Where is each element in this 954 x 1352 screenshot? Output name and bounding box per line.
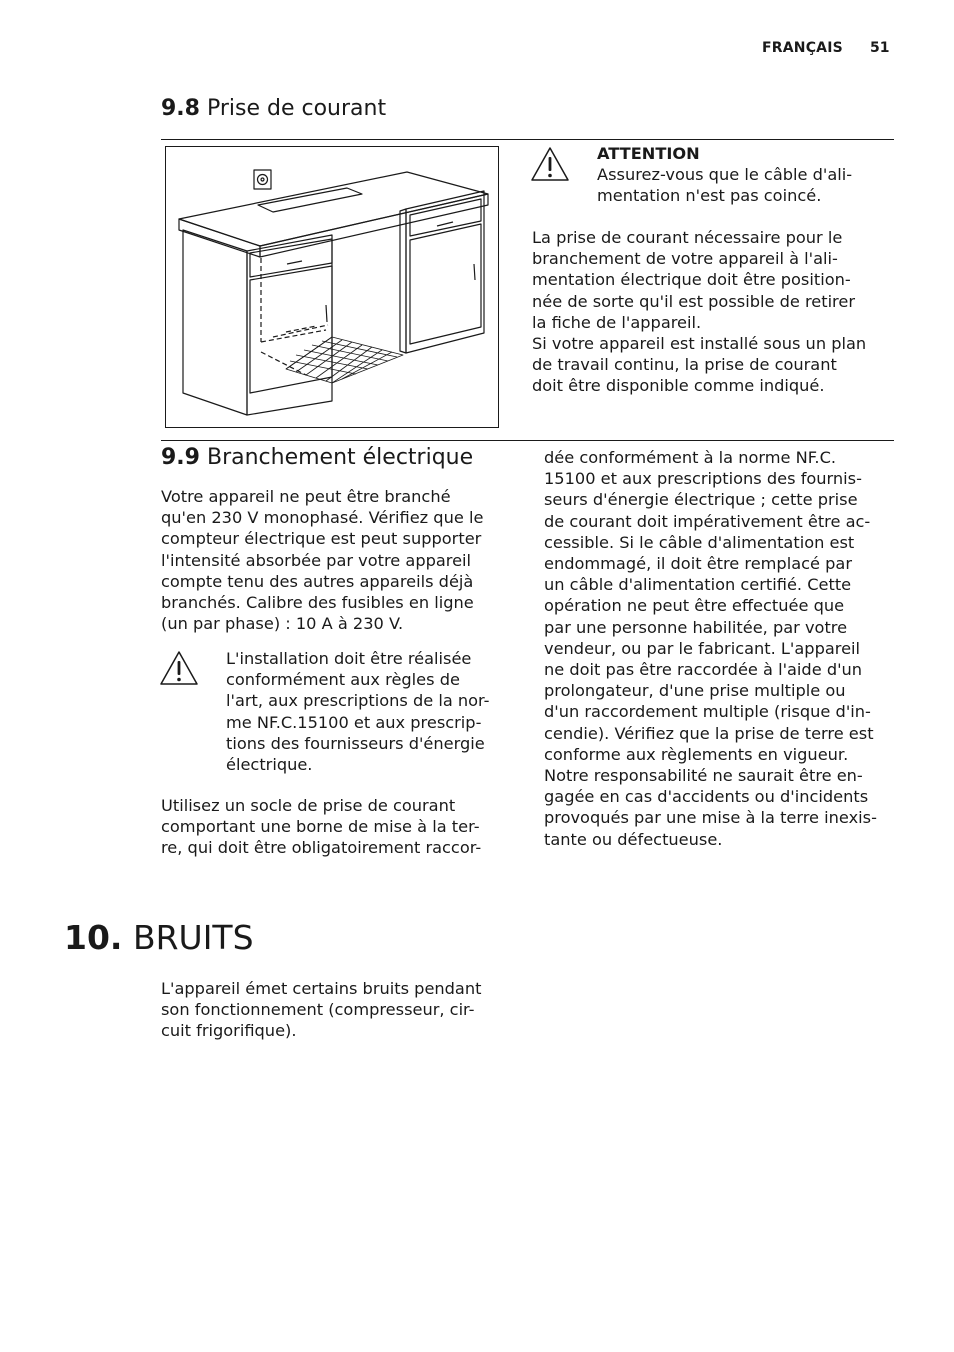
attention-line: Assurez-vous que le câble d'ali- <box>597 165 853 185</box>
warning-line: l'art, aux prescriptions de la nor- <box>226 691 490 711</box>
body-line: branchés. Calibre des fusibles en ligne <box>161 593 474 613</box>
body-line: re, qui doit être obligatoirement raccor- <box>161 838 482 858</box>
body-line: Si votre appareil est installé sous un plan <box>532 334 867 354</box>
section-9-9-intro <box>161 486 483 634</box>
kitchen-cabinet-socket-illustration <box>166 147 498 427</box>
body-line: dée conformément à la norme NF.C. <box>544 448 837 467</box>
header-language: FRANÇAIS <box>762 40 843 56</box>
body-line: vendeur, ou par le fabricant. L'appareil <box>544 638 861 658</box>
body-line: cuit frigorifique). <box>161 1021 297 1041</box>
body-line: de courant doit impérativement être ac- <box>544 511 871 531</box>
chapter-10-heading <box>64 918 254 957</box>
section-9-8-number: 9.8 <box>161 96 200 121</box>
body-line: l'intensité absorbée par votre appareil <box>161 550 472 570</box>
body-line: opération ne peut être effectuée que <box>544 596 845 616</box>
warning-line: tions des fournisseurs d'énergie <box>226 733 485 753</box>
body-line: née de sorte qu'il est possible de retirer <box>532 291 855 311</box>
body-line: Notre responsabilité ne saurait être en- <box>544 766 863 786</box>
body-line: qu'en 230 V monophasé. Vérifiez que le <box>161 508 484 528</box>
attention-line: mentation n'est pas coincé. <box>597 186 822 206</box>
warning-line: conformément aux règles de <box>226 670 460 690</box>
page-number: 51 <box>870 40 890 56</box>
body-line: seurs d'énergie électrique ; cette prise <box>544 490 858 510</box>
section-9-9-title: Branchement électrique <box>206 445 474 470</box>
warning-line: L'installation doit être réalisée <box>226 649 472 668</box>
body-line: comportant une borne de mise à la ter- <box>161 817 480 837</box>
body-line: tante ou défectueuse. <box>544 829 723 849</box>
warning-triangle-icon <box>159 650 199 686</box>
attention-notice <box>597 143 852 207</box>
body-line: conforme aux règlements en vigueur. <box>544 744 849 764</box>
attention-title: ATTENTION <box>597 144 700 163</box>
body-line: Utilisez un socle de prise de courant <box>161 796 456 815</box>
body-line: 15100 et aux prescriptions des fournis- <box>544 469 862 489</box>
body-line: cessible. Si le câble d'alimentation est <box>544 532 855 552</box>
section-9-9-warning <box>226 648 490 775</box>
warning-line: électrique. <box>226 755 313 775</box>
section-9-8-heading <box>161 96 386 121</box>
body-line: d'un raccordement multiple (risque d'in- <box>544 702 871 722</box>
body-line: endommagé, il doit être remplacé par <box>544 554 852 574</box>
body-line: L'appareil émet certains bruits pendant <box>161 979 482 998</box>
warning-triangle-icon <box>530 146 570 182</box>
figure-frame <box>165 146 499 428</box>
body-line: mentation électrique doit être position- <box>532 270 851 290</box>
chapter-10-title: BRUITS <box>132 918 254 957</box>
warning-line: me NF.C.15100 et aux prescrip- <box>226 712 482 732</box>
body-line: La prise de courant nécessaire pour le <box>532 228 843 247</box>
section-rule <box>161 139 894 140</box>
body-line: cendie). Vérifiez que la prise de terre est <box>544 723 874 743</box>
body-line: ne doit pas être raccordée à l'aide d'un <box>544 660 863 680</box>
section-9-9-number: 9.9 <box>161 445 200 470</box>
section-9-9-right-column <box>544 447 877 850</box>
body-line: provoqués par une mise à la terre inexis- <box>544 808 877 828</box>
chapter-10-body <box>161 978 481 1042</box>
body-line: Votre appareil ne peut être branché <box>161 487 451 506</box>
body-line: son fonctionnement (compresseur, cir- <box>161 1000 475 1020</box>
body-line: prolongateur, d'une prise multiple ou <box>544 681 846 701</box>
section-rule <box>161 440 894 441</box>
body-line: un câble d'alimentation certifié. Cette <box>544 575 852 595</box>
body-line: (un par phase) : 10 A à 230 V. <box>161 614 404 634</box>
body-line: par une personne habilitée, par votre <box>544 617 848 637</box>
body-line: la fiche de l'appareil. <box>532 312 702 332</box>
body-line: de travail continu, la prise de courant <box>532 355 837 375</box>
body-line: compteur électrique est peut supporter <box>161 529 482 549</box>
body-line: branchement de votre appareil à l'ali- <box>532 249 838 269</box>
body-line: doit être disponible comme indiqué. <box>532 376 825 396</box>
chapter-10-number: 10. <box>64 918 123 957</box>
body-line: gagée en cas d'accidents ou d'incidents <box>544 787 869 807</box>
section-9-9-outro <box>161 795 481 859</box>
section-9-8-body <box>532 227 866 397</box>
body-line: compte tenu des autres appareils déjà <box>161 571 474 591</box>
section-9-8-title: Prise de courant <box>206 96 387 121</box>
section-9-9-heading <box>161 445 473 470</box>
